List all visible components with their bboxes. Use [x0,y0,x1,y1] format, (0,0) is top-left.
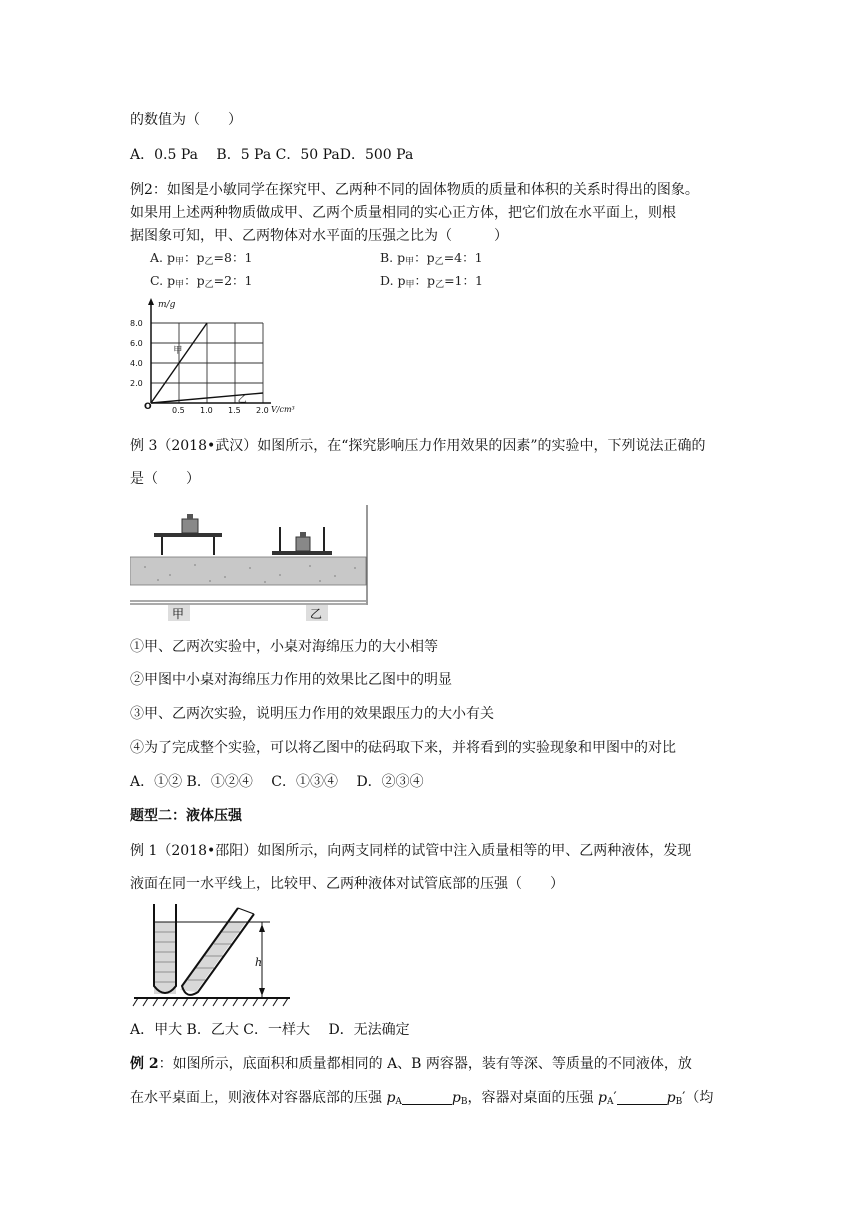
sponge [130,557,366,585]
ex3-statement-1: ①甲、乙两次实验中，小桌对海绵压力的大小相等 [130,639,438,655]
x-tick-label-1: 1.0 [200,406,213,415]
test-tubes-figure [130,900,295,1010]
weight-yi [296,532,310,551]
tilted-tube [180,908,254,995]
liq2-line1: 例 2：如图所示，底面积和质量都相同的 A、B 两容器，装有等深、等质量的不同液体，放 [130,1056,692,1072]
ex2-line3: 据图象可知，甲、乙两物体对水平面的压强之比为（ ） [130,228,508,244]
ex2-option-a: A. $p_甲$：$p_乙=8$：1 [150,250,253,267]
series-label-1: 乙 [237,395,247,405]
liq2-line2: 在水平桌面上，则液体对容器底部的压强 $p_A$ $p_B$，容器对桌面的压强 $p_A'$ $p_B'$（均 [130,1090,714,1107]
ex3-options: A．①② B．①②④ C．①③④ D．②③④ [130,774,424,790]
origin-label: O [144,402,152,412]
q1-options: A．0.5 Pa B．5 Pa C．50 PaD．500 Pa [130,147,414,163]
y-tick-label-1: 4.0 [130,359,143,368]
ex2-option-b: B. $p_甲$：$p_乙=4$：1 [380,250,483,267]
figure-label-yi: 乙 [310,607,323,621]
liq1-options: A．甲大 B．乙大 C．一样大 D．无法确定 [130,1022,410,1038]
table-jia [154,533,222,555]
figure-label-jia: 甲 [172,607,185,621]
series-label-0: 甲 [173,346,183,356]
ex3-statement-4: ④为了完成整个实验，可以将乙图中的砝码取下来，并将看到的实验现象和甲图中的对比 [130,740,676,756]
x-tick-label-0: 0.5 [172,406,185,415]
ex3-line1: 例 3（2018•武汉）如图所示，在“探究影响压力作用效果的因素”的实验中，下列说法正确的 [130,438,706,454]
answer-blank-2 [617,1090,667,1105]
x-tick-label-3: 2.0 [256,406,269,415]
y-tick-label-3: 8.0 [130,319,143,328]
mass-volume-chart [128,295,318,415]
ex3-statement-3: ③甲、乙两次实验，说明压力作用的效果跟压力的大小有关 [130,706,494,722]
y-tick-label-0: 2.0 [130,379,143,388]
x-tick-label-2: 1.5 [228,406,241,415]
ex2-option-c: C. $p_甲$：$p_乙=2$：1 [150,273,253,290]
ex2-line2: 如果用上述两种物质做成甲、乙两个质量相同的实心正方体，把它们放在水平面上，则根 [130,205,676,221]
ex3-statement-2: ②甲图中小桌对海绵压力作用的效果比乙图中的明显 [130,672,452,688]
weight-jia [182,514,198,533]
q1-tail-text: 的数值为（ ） [130,112,242,128]
answer-blank-1 [402,1090,452,1105]
height-label: h [255,956,263,969]
ex3-line2: 是（ ） [130,471,200,487]
ex2-option-d: D. $p_甲$：$p_乙=1$：1 [380,273,483,290]
x-axis-label: V/cm³ [271,405,295,414]
y-axis-label: m/g [158,300,176,310]
section-title: 题型二：液体压强 [130,808,242,824]
sponge-table-figure [130,505,370,625]
liq1-line1: 例 1（2018•邵阳）如图所示，向两支同样的试管中注入质量相等的甲、乙两种液体，发现 [130,843,692,859]
ex2-line1: 例2：如图是小敏同学在探究甲、乙两种不同的固体物质的质量和体积的关系时得出的图象。 [130,182,699,198]
y-axis-arrow [148,298,154,305]
liq1-line2: 液面在同一水平线上，比较甲、乙两种液体对试管底部的压强（ ） [130,876,564,892]
vertical-tube [154,904,176,994]
y-tick-label-2: 6.0 [130,339,143,348]
